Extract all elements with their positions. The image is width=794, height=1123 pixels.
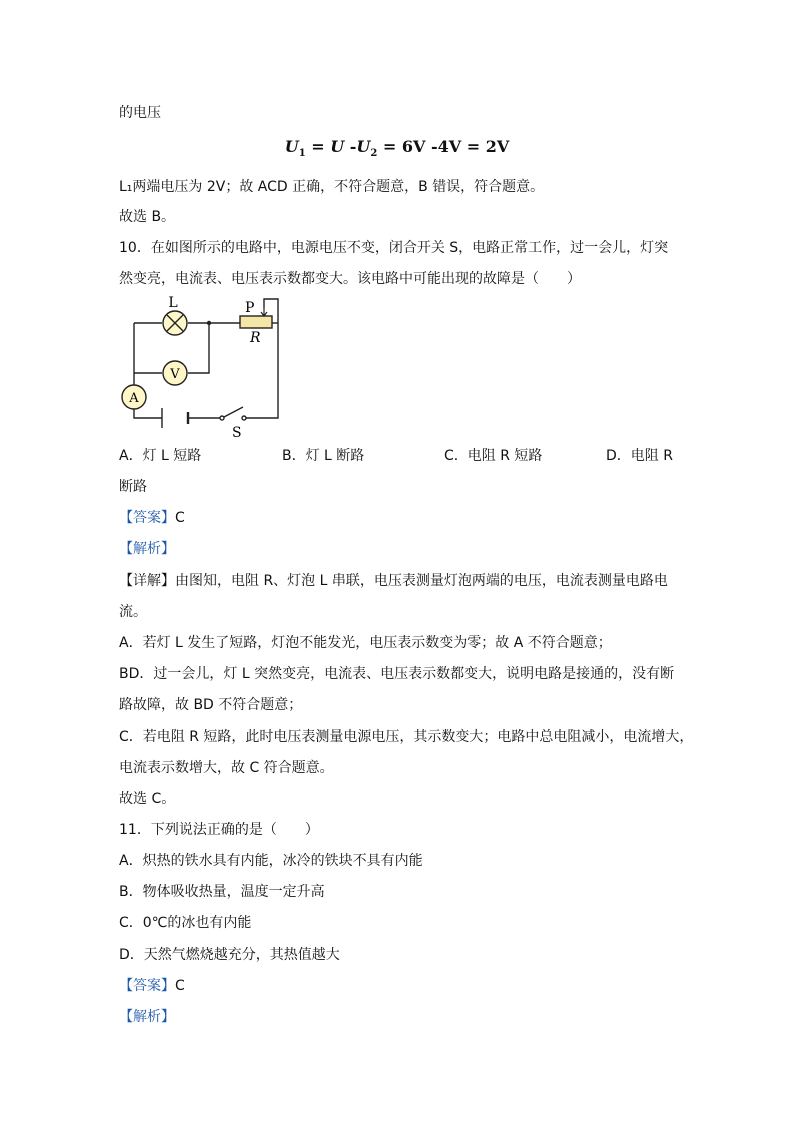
line-choose-b: 故选 B。 xyxy=(119,209,176,225)
choose-10: 故选 C。 xyxy=(119,791,176,807)
q11-option-b: B．物体吸收热量，温度一定升高 xyxy=(119,884,325,900)
explain-c-1: C．若电阻 R 短路，此时电压表测量电源电压，其示数变大；电路中总电阻减小，电流增大， xyxy=(119,729,694,745)
circuit-diagram xyxy=(114,294,294,440)
explain-a: A．若灯 L 发生了短路，灯泡不能发光，电压表示数变为零；故 A 不符合题意； xyxy=(119,635,612,651)
line-l1-voltage: L₁两端电压为 2V；故 ACD 正确，不符合题意，B 错误，符合题意。 xyxy=(119,179,545,195)
explain-c-2: 电流表示数增大，故 C 符合题意。 xyxy=(119,760,334,776)
option-c: C．电阻 R 短路 xyxy=(444,448,543,464)
option-d: D．电阻 R xyxy=(606,448,673,464)
answer-11: 【答案】C xyxy=(119,978,185,994)
answer-10: 【答案】C xyxy=(119,510,185,526)
resistor-label: R xyxy=(250,330,261,346)
detail-10-cont: 流。 xyxy=(119,604,147,620)
ammeter-label: A xyxy=(129,391,139,406)
formula: $U_1 = U$ $-U_2 = 6V$ -4V = 2V xyxy=(284,137,510,160)
q10-text-1: 10．在如图所示的电路中，电源电压不变，闭合开关 S，电路正常工作，过一会儿，灯突 xyxy=(119,240,669,256)
switch-icon xyxy=(220,407,246,420)
q10-text-2: 然变亮，电流表、电压表示数都变大。该电路中可能出现的故障是（ ） xyxy=(119,271,581,287)
voltmeter-label: V xyxy=(170,367,180,382)
slider-label: P xyxy=(245,300,255,316)
q11-option-d: D．天然气燃烧越充分，其热值越大 xyxy=(119,947,340,963)
lamp-icon xyxy=(163,311,187,335)
detail-10: 【详解】由图知，电阻 R、灯泡 L 串联，电压表测量灯泡两端的电压，电流表测量电路电 xyxy=(119,573,668,589)
q11-option-a: A．炽热的铁水具有内能，冰冷的铁块不具有内能 xyxy=(119,853,423,869)
q11-option-c: C．0℃的冰也有内能 xyxy=(119,915,252,931)
explain-bd-2: 路故障，故 BD 不符合题意； xyxy=(119,697,303,713)
switch-label: S xyxy=(232,425,242,440)
slider-arrow-icon xyxy=(261,308,267,316)
lamp-label: L xyxy=(168,295,178,311)
analysis-10: 【解析】 xyxy=(119,541,175,557)
battery-icon xyxy=(162,408,188,428)
line-voltage: 的电压 xyxy=(119,105,161,121)
q11-text: 11．下列说法正确的是（ ） xyxy=(119,822,319,838)
option-a: A．灯 L 短路 xyxy=(119,448,202,464)
analysis-11: 【解析】 xyxy=(119,1009,175,1025)
option-d-cont: 断路 xyxy=(119,479,147,495)
explain-bd-1: BD．过一会儿，灯 L 突然变亮，电流表、电压表示数都变大，说明电路是接通的，没有断 xyxy=(119,666,675,682)
rheostat-icon xyxy=(240,316,272,328)
option-b: B．灯 L 断路 xyxy=(282,448,365,464)
